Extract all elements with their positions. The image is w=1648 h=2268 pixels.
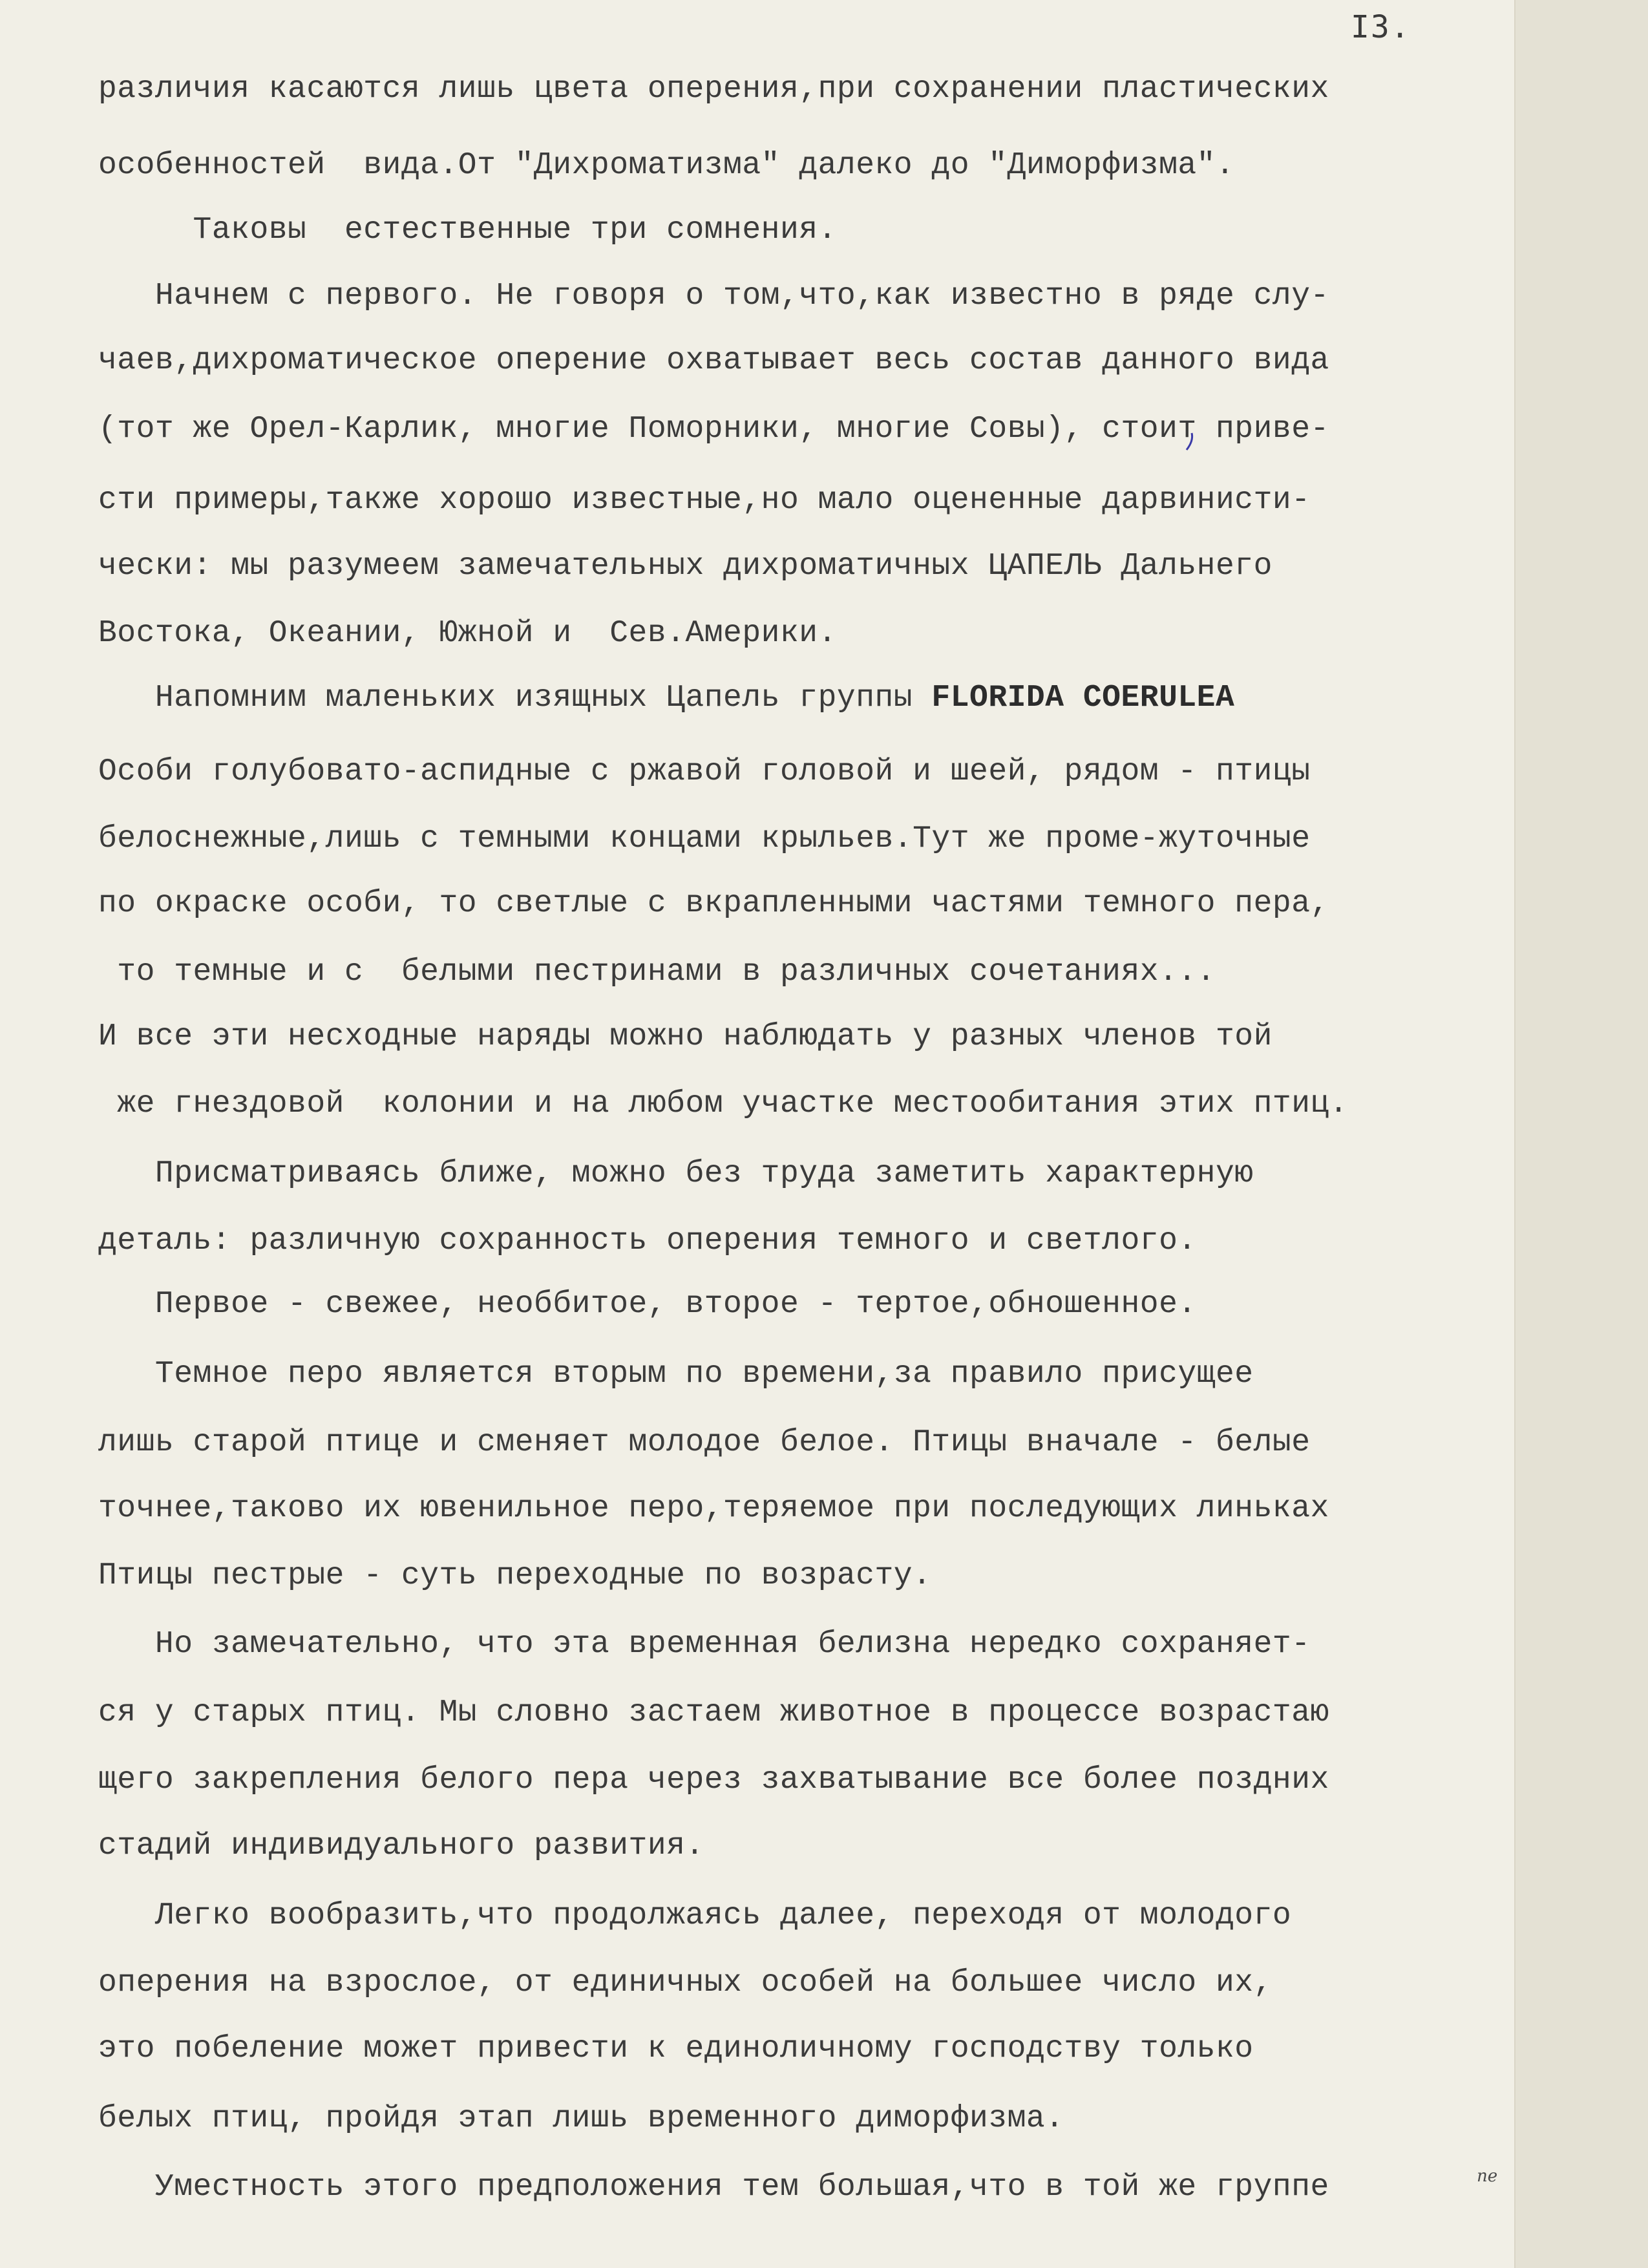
text-line: Но замечательно, что эта временная белизна нередко сохраняет- [98, 1627, 1311, 1662]
text-line: (тот же Орел-Карлик, многие Поморники, многие Совы), стоит приве- [98, 412, 1329, 447]
text-line: это побеление может привести к единоличному господству только [98, 2031, 1254, 2066]
text-line: Начнем с первого. Не говоря о том,что,как известно в ряде слу- [98, 279, 1329, 313]
text-line: стадий индивидуального развития. [98, 1828, 704, 1863]
text-line: Темное перо является вторым по времени,за правило присущее [98, 1357, 1254, 1392]
page-number: I3. [1351, 9, 1411, 45]
text-line: по окраске особи, то светлые с вкрапленными частями темного пера, [98, 886, 1329, 921]
text-line: Первое - свежее, необбитое, второе - тертое,обношенное. [98, 1287, 1197, 1322]
text-line: же гнездовой колонии и на любом участке местообитания этих птиц. [98, 1086, 1349, 1121]
text-line: белоснежные,лишь с темными концами крыльев.Тут же проме-жуточные [98, 821, 1311, 856]
handwritten-annotation: пе [1477, 2167, 1498, 2186]
text-line: белых птиц, пройдя этап лишь временного диморфизма. [98, 2101, 1064, 2136]
text-line: Напомним маленьких изящных Цапель группы FLORIDA COERULEA [98, 681, 1235, 715]
ink-correction-mark [1184, 432, 1197, 451]
text-line: деталь: различную сохранность оперения темного и светлого. [98, 1224, 1197, 1258]
text-line: то темные и с белыми пестринами в различных сочетаниях... [98, 955, 1216, 990]
text-line: ся у старых птиц. Мы словно застаем животное в процессе возрастаю [98, 1695, 1329, 1730]
text-line: щего закрепления белого пера через захватывание все более поздних [98, 1763, 1329, 1797]
text-line: чаев,дихроматическое оперение охватывает весь состав данного вида [98, 343, 1329, 378]
text-line: Присматриваясь ближе, можно без труда заметить характерную [98, 1156, 1254, 1191]
text-line: лишь старой птице и сменяет молодое белое. Птицы вначале - белые [98, 1425, 1311, 1460]
text-line: Таковы естественные три сомнения. [98, 213, 837, 248]
text-line: точнее,таково их ювенильное перо,теряемое при последующих линьках [98, 1491, 1329, 1526]
text-line: Легко вообразить,что продолжаясь далее, переходя от молодого [98, 1898, 1292, 1933]
text-line: оперения на взрослое, от единичных особей на большее число их, [98, 1966, 1273, 2000]
text-line: сти примеры,также хорошо известные,но мало оцененные дарвинисти- [98, 483, 1311, 518]
text-line: особенностей вида.От "Дихроматизма" далеко до "Диморфизма". [98, 148, 1235, 183]
text-line: Особи голубовато-аспидные с ржавой головой и шеей, рядом - птицы [98, 754, 1311, 789]
page-edge-background [1516, 0, 1648, 2268]
text-line: чески: мы разумеем замечательных дихроматичных ЦАПЕЛЬ Дальнего [98, 549, 1273, 584]
text-line: различия касаются лишь цвета оперения,при сохранении пластических [98, 72, 1329, 107]
text-line: Востока, Океании, Южной и Сев.Америки. [98, 616, 837, 651]
text-line: И все эти несходные наряды можно наблюдать у разных членов той [98, 1019, 1273, 1054]
text-line: Птицы пестрые - суть переходные по возрасту. [98, 1558, 932, 1593]
latin-species-name: FLORIDA COERULEA [931, 681, 1235, 715]
text-line: Уместность этого предположения тем большая,что в той же группе [98, 2170, 1329, 2205]
